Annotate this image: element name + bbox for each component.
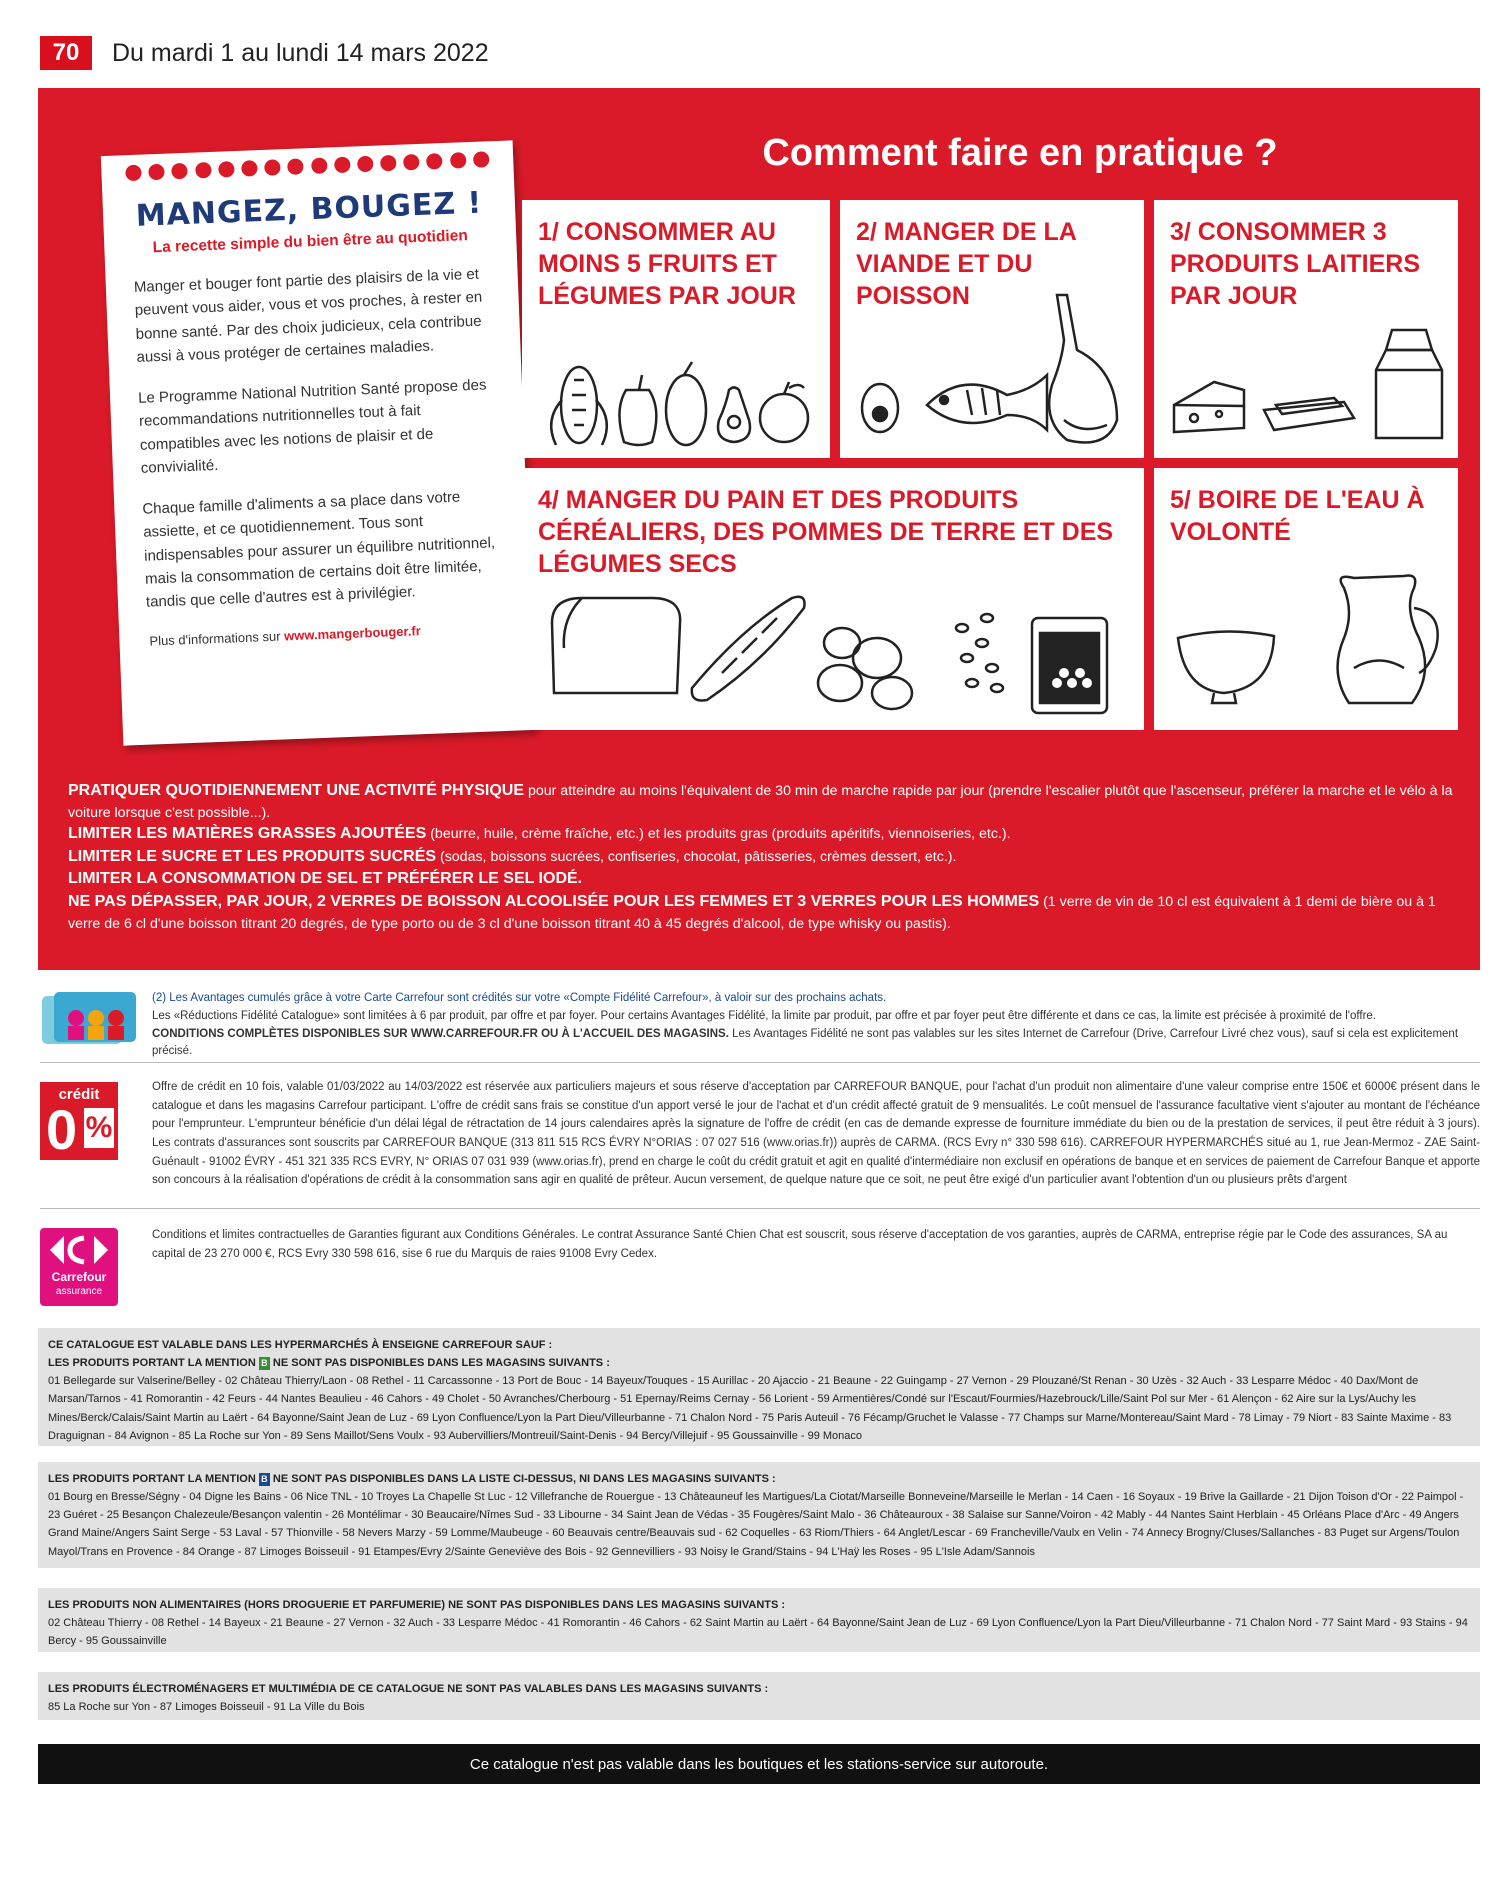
divider [40, 1208, 1480, 1209]
date-range: Du mardi 1 au lundi 14 mars 2022 [112, 38, 489, 67]
mention-mark-icon: B [259, 1357, 270, 1370]
rule-item: NE PAS DÉPASSER, PAR JOUR, 2 VERRES DE BOISSON ALCOOLISÉE POUR LES FEMMES ET 3 VERRES POUR LES HOMMES (1 verre de vin de 10 cl est équivalent à 1 demi de bière ou à 1 verre de 6 cl d'une boisson titrant 20 degrés, de type porto ou de 3 cl d'une boisson titrant 40 à 45 degrés d'alcool, de type whisky ou pastis). [68, 893, 1436, 932]
assurance-logo-line2: assurance [55, 1286, 103, 1297]
loyalty-card-icon [40, 990, 140, 1048]
panel-title: Comment faire en pratique ? [762, 132, 1278, 174]
note-title: MANGEZ, BOUGEZ ! [135, 185, 483, 234]
tip-title: 3/ CONSOMMER 3 PRODUITS LAITIERS PAR JOUR [1170, 218, 1421, 310]
credit-percent: % [84, 1108, 114, 1148]
note-subtitle: La recette simple du bien être au quotidien [152, 227, 469, 257]
store-list: 01 Bellegarde sur Valserine/Belley - 02 Château Thierry/Laon - 08 Rethel - 11 Carcassonne - 13 Port de Bouc - 14 Bayeux/Touques - 15 Aurillac - 20 Ajaccio - 21 Beaune - 22 Guingamp - 27 Vernon - 29 Plouzané/St Renan - 30 Uzès - 32 Auch - 33 Lesparre Médoc - 40 Dax/Mont de Marsan/Tarnos - 41 Romorantin - 42 Feurs - 44 Nantes Beaulieu - 46 Cahors - 49 Cholet - 50 Avranches/Cherbourg - 51 Epernay/Reims Cernay - 56 Lorient - 59 Armentières/Condé sur l'Escaut/Fourmies/Hazebrouck/Lille/Saint Pol sur Mer - 61 Alençon - 62 Aire sur la Lys/Auchy les Mines/Berck/Calais/Saint Martin au Laërt - 64 Bayonne/Saint Jean de Luz - 69 Lyon Confluence/Lyon la Part Dieu/Villeurbanne - 71 Chalon Nord - 75 Paris Auteuil - 76 Fécamp/Gruchet le Valasse - 77 Champs sur Marne/Montereau/Saint Mard - 78 Limay - 79 Niort - 83 Sainte Maxime - 83 Draguignan - 84 Avignon - 85 La Roche sur Yon - 89 Sens Maillot/Sens Voulx - 93 Aubervilliers/Montreuil/Saint-Denis - 94 Bercy/Villejuif - 95 Goussainville - 99 Monaco [48, 1375, 1452, 1442]
bread-cereals-icon [542, 588, 1132, 718]
store-block-heading: LES PRODUITS PORTANT LA MENTION B NE SONT PAS DISPONIBLES DANS LES MAGASINS SUIVANTS : [48, 1357, 610, 1370]
notebook-holes [123, 151, 491, 181]
assurance-legal-text: Conditions et limites contractuelles de Garanties figurant aux Conditions Générales. Le contrat Assurance Santé Chien Chat est souscrit, sous réserve d'acceptation de vos garanties, auprès de CARMA, entreprise régie par le Code des assurances, SA au capital de 23 270 000 €, RCS Evry 330 598 616, sise 6 rue du Marquis de raies 91008 Evry Cedex. [152, 1229, 1448, 1260]
rule-item: LIMITER LES MATIÈRES GRASSES AJOUTÉES (beurre, huile, crème fraîche, etc.) et les produits gras (produits apéritifs, viennoiseries, etc.). [68, 824, 1011, 842]
fidelity-line: CONDITIONS COMPLÈTES DISPONIBLES SUR WWW.CARREFOUR.FR OU À L'ACCUEIL DES MAGASINS. Les Avantages Fidélité ne sont pas valables sur les sites Internet de Carrefour (Drive, Carrefour Livré chez vous), sauf si cela est explicitement précisé. [152, 1027, 1459, 1058]
fidelity-section [40, 990, 1480, 1058]
store-list: 01 Bourg en Bresse/Ségny - 04 Digne les Bains - 06 Nice TNL - 10 Troyes La Chapelle St Luc - 12 Villefranche de Rouergue - 13 Châteauneuf les Martigues/La Ciotat/Marseille Bonneveine/Marseille le Merlan - 14 Caen - 16 Soyaux - 19 Brive la Gaillarde - 21 Dijon Toison d'Or - 22 Paimpol - 23 Guéret - 25 Besançon Chalezeule/Besançon valentin - 26 Montélimar - 30 Beaucaire/Nîmes Sud - 33 Libourne - 34 Saint Jean de Védas - 35 Fougères/Saint Malo - 36 Châteauroux - 38 Salaise sur Sanne/Voiron - 42 Mably - 44 Nantes Saint Herblain - 45 Orléans Place d'Arc - 49 Angers Grand Maine/Angers Saint Serge - 53 Laval - 57 Thionville - 58 Nevers Marzy - 59 Lomme/Maubeuge - 60 Beauvais centre/Beauvais sud - 62 Coquelles - 63 Riom/Thiers - 64 Anglet/Lescar - 69 Francheville/Vaulx en Velin - 74 Annecy Brogny/Cluses/Sallanches - 83 Puget sur Argens/Toulon Mayol/Trans en Provence - 84 Orange - 87 Limoges Boisseuil - 91 Etampes/Evry 2/Sainte Geneviève des Bois - 92 Gennevilliers - 93 Noisy le Grand/Stains - 94 L'Haÿ les Roses - 95 L'Isle Adam/Sannois [48, 1491, 1464, 1558]
credit-word: crédit [58, 1086, 100, 1103]
tip-box-fruits [522, 200, 830, 458]
tip-title: 4/ MANGER DU PAIN ET DES PRODUITS CÉRÉALIERS, DES POMMES DE TERRE ET DES LÉGUMES SECS [538, 486, 1114, 578]
credit-zero-badge [40, 1082, 118, 1160]
meat-fish-icon [852, 290, 1142, 450]
store-list: 02 Château Thierry - 08 Rethel - 14 Bayeux - 21 Beaune - 27 Vernon - 32 Auch - 33 Lesparre Médoc - 41 Romorantin - 46 Cahors - 62 Saint Martin au Laërt - 64 Bayonne/Saint Jean de Luz - 69 Lyon Confluence/Lyon la Part Dieu/Villeurbanne - 71 Chalon Nord - 77 Saint Mard - 93 Stains - 94 Bercy - 95 Goussainville [48, 1617, 1468, 1648]
page-header [40, 36, 489, 70]
store-exclusions-block [38, 1672, 1480, 1720]
page-number: 70 [40, 36, 92, 70]
footer-notice: Ce catalogue n'est pas valable dans les boutiques et les stations-service sur autoroute. [38, 1744, 1480, 1784]
note-paragraph: Le Programme National Nutrition Santé propose des recommandations nutritionnelles tout à fait compatibles avec les notions de plaisir et de convivialité. [137, 376, 487, 477]
store-exclusions-block [38, 1328, 1480, 1446]
rule-item: LIMITER LA CONSOMMATION DE SEL ET PRÉFÉRER LE SEL IODÉ. [68, 870, 583, 888]
carrefour-logo-icon [40, 1230, 118, 1272]
credit-legal-text: Offre de crédit en 10 fois, valable 01/03/2022 au 14/03/2022 est réservée aux particuliers majeurs et sous réserve d'acceptation par CARREFOUR BANQUE, pour l'achat d'un produit non alimentaire d'une valeur comprise entre 150€ et 6000€ présent dans le catalogue et dans les magasins Carrefour participant. L'offre de crédit sans frais se constitue d'un apport versé le jour de l'achat et d'un crédit affecté gratuit de 9 mensualités. Le coût mensuel de l'assurance facultative vient s'ajouter au montant de l'échéance pour l'emprunteur. L'emprunteur bénéficie d'un délai légal de rétractation de 14 jours calendaires après la signature de l'offre de crédit (en cas de demande expresse de fourniture immédiate du bien ou de la prestation de services, il peut être réduit à 3 jours). Les contrats d'assurances sont souscrits par CARREFOUR BANQUE (313 811 515 RCS ÉVRY N°ORIAS : 07 027 516 (www.orias.fr)) auprès de CARMA. (RCS Evry n° 330 598 616). CARREFOUR HYPERMARCHÉS situé au 1, rue Jean-Mermoz - ZAE Saint-Guénault - 91002 ÉVRY - 451 321 335 RCS EVRY, N° ORIAS 07 031 939 (www.orias.fr), prend en charge le coût du crédit gratuit et agit en qualité d'intermédiaire non exclusif en opérations de banque et en services de paiement de Carrefour Banque et apporte son concours à la réalisation d'opérations de crédit à la consommation sans agir en qualité de prêteur. Aucun versement, de quelque nature que ce soit, ne peut être exigé d'un particulier avant l'obtention d'un ou plusieurs prêts d'argent [152, 1081, 1480, 1187]
store-block-heading: LES PRODUITS ÉLECTROMÉNAGERS ET MULTIMÉDIA DE CE CATALOGUE NE SONT PAS VALABLES DANS LES MAGASINS SUIVANTS : [48, 1683, 769, 1695]
store-list: 85 La Roche sur Yon - 87 Limoges Boisseuil - 91 La Ville du Bois [48, 1701, 365, 1714]
tip-box-meat-fish [840, 200, 1144, 458]
tip-box-dairy [1154, 200, 1458, 458]
more-info-label: Plus d'informations sur [149, 628, 281, 649]
fruits-vegetables-icon [534, 350, 824, 450]
note-paragraph: Chaque famille d'aliments a sa place dans votre assiette, et ce quotidiennement. Tous sont indispensables pour assurer un équilibre nutritionnel, mais la consommation de certains doit être limitée, tandis que celle d'autres est à privilégier. [142, 488, 496, 611]
store-exclusions-block [38, 1588, 1480, 1652]
fidelity-text [152, 990, 1480, 1061]
tip-title: 5/ BOIRE DE L'EAU À VOLONTÉ [1170, 486, 1425, 546]
carrefour-assurance-logo [40, 1228, 118, 1306]
store-exclusions-block [38, 1462, 1480, 1568]
assurance-logo-line1: Carrefour [51, 1270, 107, 1284]
water-jug-icon [1164, 568, 1454, 718]
fidelity-line: (2) Les Avantages cumulés grâce à votre Carte Carrefour sont crédités sur votre «Compte Fidélité Carrefour», à valoir sur des prochains achats. [152, 992, 887, 1004]
health-rules [68, 780, 1458, 934]
note-more-info [141, 620, 509, 649]
note-paragraph: Manger et bouger font partie des plaisirs de la vie et peuvent vous aider, vous et vos proches, à rester en bonne santé. Par des choix judicieux, cela contribue aussi à vous protéger de certaines maladies. [133, 265, 483, 366]
rule-item: LIMITER LE SUCRE ET LES PRODUITS SUCRÉS (sodas, boissons sucrées, confiseries, chocolat, pâtisseries, crèmes dessert, etc.). [68, 847, 957, 865]
tip-title: 2/ MANGER DE LA VIANDE ET DU POISSON [856, 218, 1076, 310]
store-block-heading: LES PRODUITS PORTANT LA MENTION B NE SONT PAS DISPONIBLES DANS LA LISTE CI-DESSUS, NI DANS LES MAGASINS SUIVANTS : [48, 1473, 776, 1485]
fidelity-line: Les «Réductions Fidélité Catalogue» sont limitées à 6 par produit, par offre et par foyer. Pour certains Avantages Fidélité, la limite par produit, par offre et par foyer peut être différente et dans ce cas, la limite est précisée à proximité de l'offre. [152, 1009, 1376, 1022]
mention-mark-icon: B [259, 1473, 270, 1486]
divider [40, 1062, 1480, 1063]
tip-box-water [1154, 468, 1458, 730]
store-block-heading: CE CATALOGUE EST VALABLE DANS LES HYPERMARCHÉS À ENSEIGNE CARREFOUR SAUF : [48, 1339, 553, 1351]
credit-zero: 0 [46, 1098, 78, 1161]
rule-item: PRATIQUER QUOTIDIENNEMENT UNE ACTIVITÉ PHYSIQUE pour atteindre au moins l'équivalent de 30 min de marche rapide par jour (prendre l'escalier plutôt que l'ascenseur, préférer la marche et le vélo à la voiture lorsque c'est possible...). [68, 782, 1453, 821]
tip-box-cereals [522, 468, 1144, 730]
mangez-bougez-note [101, 140, 535, 745]
mangerbouger-link[interactable]: www.mangerbouger.fr [283, 623, 422, 644]
dairy-products-icon [1164, 310, 1454, 450]
nutrition-panel [38, 88, 1480, 970]
store-block-heading: LES PRODUITS NON ALIMENTAIRES (HORS DROGUERIE ET PARFUMERIE) NE SONT PAS DISPONIBLES DANS LES MAGASINS SUIVANTS : [48, 1599, 786, 1611]
tip-title: 1/ CONSOMMER AU MOINS 5 FRUITS ET LÉGUMES PAR JOUR [538, 218, 796, 310]
